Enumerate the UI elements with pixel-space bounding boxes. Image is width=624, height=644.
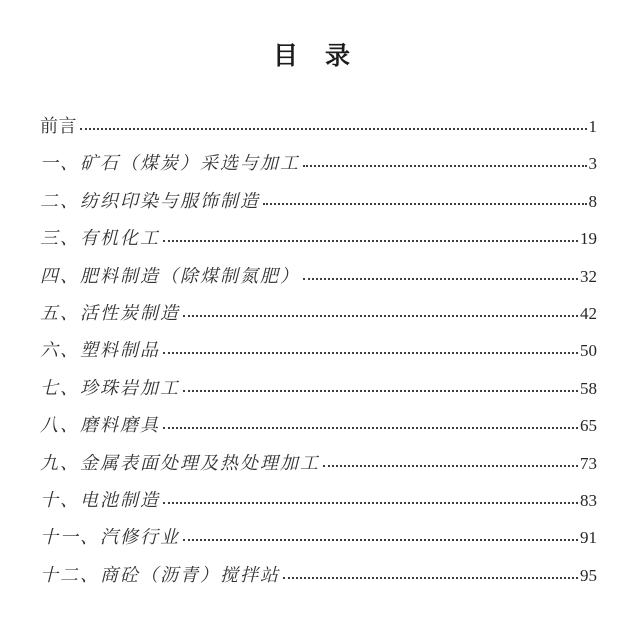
toc-entry-label: 六、塑料制品: [40, 340, 160, 361]
toc-entry-page: 42: [580, 303, 597, 323]
dot-leader: [263, 203, 587, 205]
toc-entry[interactable]: [40, 482, 597, 519]
dot-leader: [80, 128, 587, 130]
dot-leader: [163, 240, 578, 242]
toc-entry-label: 十、电池制造: [40, 489, 160, 510]
toc-entry[interactable]: [40, 258, 597, 295]
dot-leader: [283, 577, 578, 579]
toc-entry[interactable]: [40, 370, 597, 407]
toc-entry-label: 一、矿石（煤炭）采选与加工: [40, 153, 300, 174]
toc-entry-page: 83: [580, 490, 597, 510]
toc-list: [40, 108, 597, 594]
dot-leader: [183, 390, 578, 392]
toc-entry[interactable]: [40, 445, 597, 482]
toc-entry-label: 前言: [40, 116, 77, 136]
dot-leader: [163, 502, 578, 504]
toc-entry-page: 1: [588, 117, 597, 136]
toc-entry[interactable]: [40, 557, 597, 594]
dot-leader: [183, 539, 578, 541]
toc-entry-label: 五、活性炭制造: [40, 302, 180, 323]
toc-entry[interactable]: [40, 145, 597, 182]
toc-entry-label: 二、纺织印染与服饰制造: [40, 190, 260, 211]
dot-leader: [183, 315, 578, 317]
toc-entry[interactable]: [40, 108, 597, 145]
toc-entry-page: 50: [580, 341, 597, 361]
toc-entry-label: 七、珍珠岩加工: [40, 377, 180, 398]
dot-leader: [303, 278, 578, 280]
toc-entry-page: 95: [580, 565, 597, 585]
toc-entry-label: 八、磨料磨具: [40, 415, 160, 436]
page-title: 目 录: [272, 42, 351, 70]
toc-entry-page: 8: [588, 191, 597, 211]
toc-entry-page: 32: [580, 266, 597, 286]
toc-entry[interactable]: [40, 407, 597, 444]
toc-entry-page: 91: [580, 528, 597, 548]
dot-leader: [323, 465, 578, 467]
toc-entry[interactable]: [40, 183, 597, 220]
dot-leader: [303, 165, 587, 167]
toc-entry-label: 十二、商砼（沥青）搅拌站: [40, 564, 280, 585]
toc-entry[interactable]: [40, 220, 597, 257]
toc-entry-label: 九、金属表面处理及热处理加工: [40, 452, 320, 473]
toc-entry-page: 58: [580, 378, 597, 398]
toc-entry-label: 三、有机化工: [40, 228, 160, 249]
toc-entry[interactable]: [40, 519, 597, 556]
toc-entry[interactable]: [40, 295, 597, 332]
dot-leader: [163, 427, 578, 429]
toc-entry-page: 3: [588, 154, 597, 174]
toc-entry-label: 十一、汽修行业: [40, 527, 180, 548]
toc-entry[interactable]: [40, 332, 597, 369]
toc-entry-label: 四、肥料制造（除煤制氮肥）: [40, 265, 300, 286]
toc-entry-page: 73: [580, 453, 597, 473]
toc-entry-page: 19: [580, 229, 597, 249]
dot-leader: [163, 352, 578, 354]
toc-entry-page: 65: [580, 416, 597, 436]
